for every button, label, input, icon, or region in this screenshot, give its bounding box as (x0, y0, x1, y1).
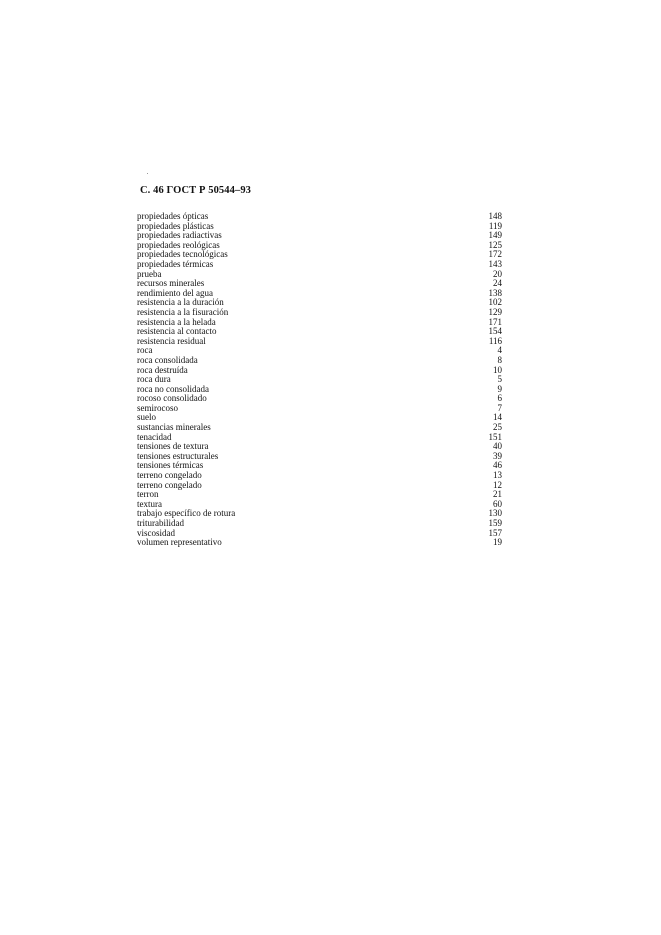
index-page-number: 130 (488, 508, 502, 519)
index-page-number: 19 (493, 537, 502, 548)
index-page-number: 149 (488, 230, 502, 241)
index-page-number: 129 (488, 306, 502, 317)
index-page-number: 116 (488, 335, 502, 346)
index-row (137, 356, 502, 366)
index-term: roca consolidada (137, 354, 198, 365)
index-term: suelo (137, 412, 156, 423)
index-term: semirocoso (137, 402, 178, 413)
index-page-number: 125 (488, 239, 502, 250)
index-term: tensiones térmicas (137, 460, 204, 471)
index-term: resistencia a la helada (137, 316, 216, 327)
index-page-number: 171 (488, 316, 502, 327)
index-page-number: 39 (493, 450, 502, 461)
index-page-number: 20 (493, 268, 502, 279)
index-term: propiedades reológicas (137, 239, 220, 250)
index-page-number: 154 (488, 326, 502, 337)
index-term: terreno congelado (137, 479, 202, 490)
index-page-number: 14 (493, 412, 502, 423)
index-page-number: 119 (488, 220, 502, 231)
index-row (137, 404, 502, 414)
index-page-number: 138 (488, 287, 502, 298)
index-term: roca destruída (137, 364, 188, 375)
index-term: viscosidad (137, 527, 175, 538)
index-row (137, 423, 502, 433)
index-page-number: 151 (488, 431, 502, 442)
index-page-number: 159 (488, 518, 502, 528)
index-page-number: 24 (493, 278, 502, 289)
index-term: triturabilidad (137, 518, 184, 528)
index-term: roca dura (137, 374, 171, 385)
index-page-number: 5 (497, 374, 502, 385)
index-term: volumen representativo (137, 537, 222, 548)
index-page-number: 102 (488, 297, 502, 308)
index-page-number: 10 (493, 364, 502, 375)
index-term: terron (137, 489, 159, 500)
index-row (137, 538, 502, 548)
index-row (137, 260, 502, 270)
index-term: propiedades radiactivas (137, 230, 222, 241)
index-page-number: 21 (493, 489, 502, 500)
index-term: resistencia al contacto (137, 326, 217, 337)
index-term: prueba (137, 268, 162, 279)
index-row (137, 509, 502, 519)
index-term: trabajo específico de rotura (137, 508, 236, 519)
index-page-number: 9 (497, 383, 502, 394)
index-term: roca (137, 345, 153, 356)
index-row (137, 481, 502, 491)
index-term: rendimiento del agua (137, 287, 213, 298)
scan-speck (147, 173, 148, 174)
index-page-number: 40 (493, 441, 502, 452)
index-row (137, 366, 502, 376)
index-page-number: 6 (497, 393, 502, 404)
index-row (137, 394, 502, 404)
index-page-number: 7 (497, 402, 502, 413)
index-term: rocoso consolidado (137, 393, 207, 404)
index-term: propiedades térmicas (137, 258, 214, 269)
index-term: terreno congelado (137, 470, 202, 481)
index-row (137, 337, 502, 347)
index-page-number: 4 (497, 345, 502, 356)
index-term: recursos minerales (137, 278, 205, 289)
index-page-number: 143 (488, 258, 502, 269)
index-term: tensiones estructurales (137, 450, 219, 461)
index-term: sustancias minerales (137, 422, 211, 433)
index-term: propiedades ópticas (137, 211, 209, 221)
index-page-number: 13 (493, 470, 502, 481)
index-page-number: 172 (488, 249, 502, 260)
index-page-number: 25 (493, 422, 502, 433)
index-term: tenacidad (137, 431, 172, 442)
page-header: С. 46 ГОСТ Р 50544–93 (140, 185, 252, 196)
index-term: resistencia a la duración (137, 297, 224, 308)
index-page-number: 8 (497, 354, 502, 365)
term-index-list (137, 212, 502, 548)
index-term: resistencia a la fisuración (137, 306, 229, 317)
index-row (137, 519, 502, 529)
index-term: propiedades tecnológicas (137, 249, 228, 260)
index-term: resistencia residual (137, 335, 206, 346)
index-term: propiedades plásticas (137, 220, 214, 231)
index-page-number: 60 (493, 498, 502, 509)
index-page-number: 157 (488, 527, 502, 538)
index-row (137, 490, 502, 500)
index-term: roca no consolidada (137, 383, 209, 394)
index-page-number: 12 (493, 479, 502, 490)
index-term: tensiones de textura (137, 441, 209, 452)
index-page-number: 46 (493, 460, 502, 471)
index-page-number: 148 (488, 211, 502, 221)
index-term: textura (137, 498, 162, 509)
